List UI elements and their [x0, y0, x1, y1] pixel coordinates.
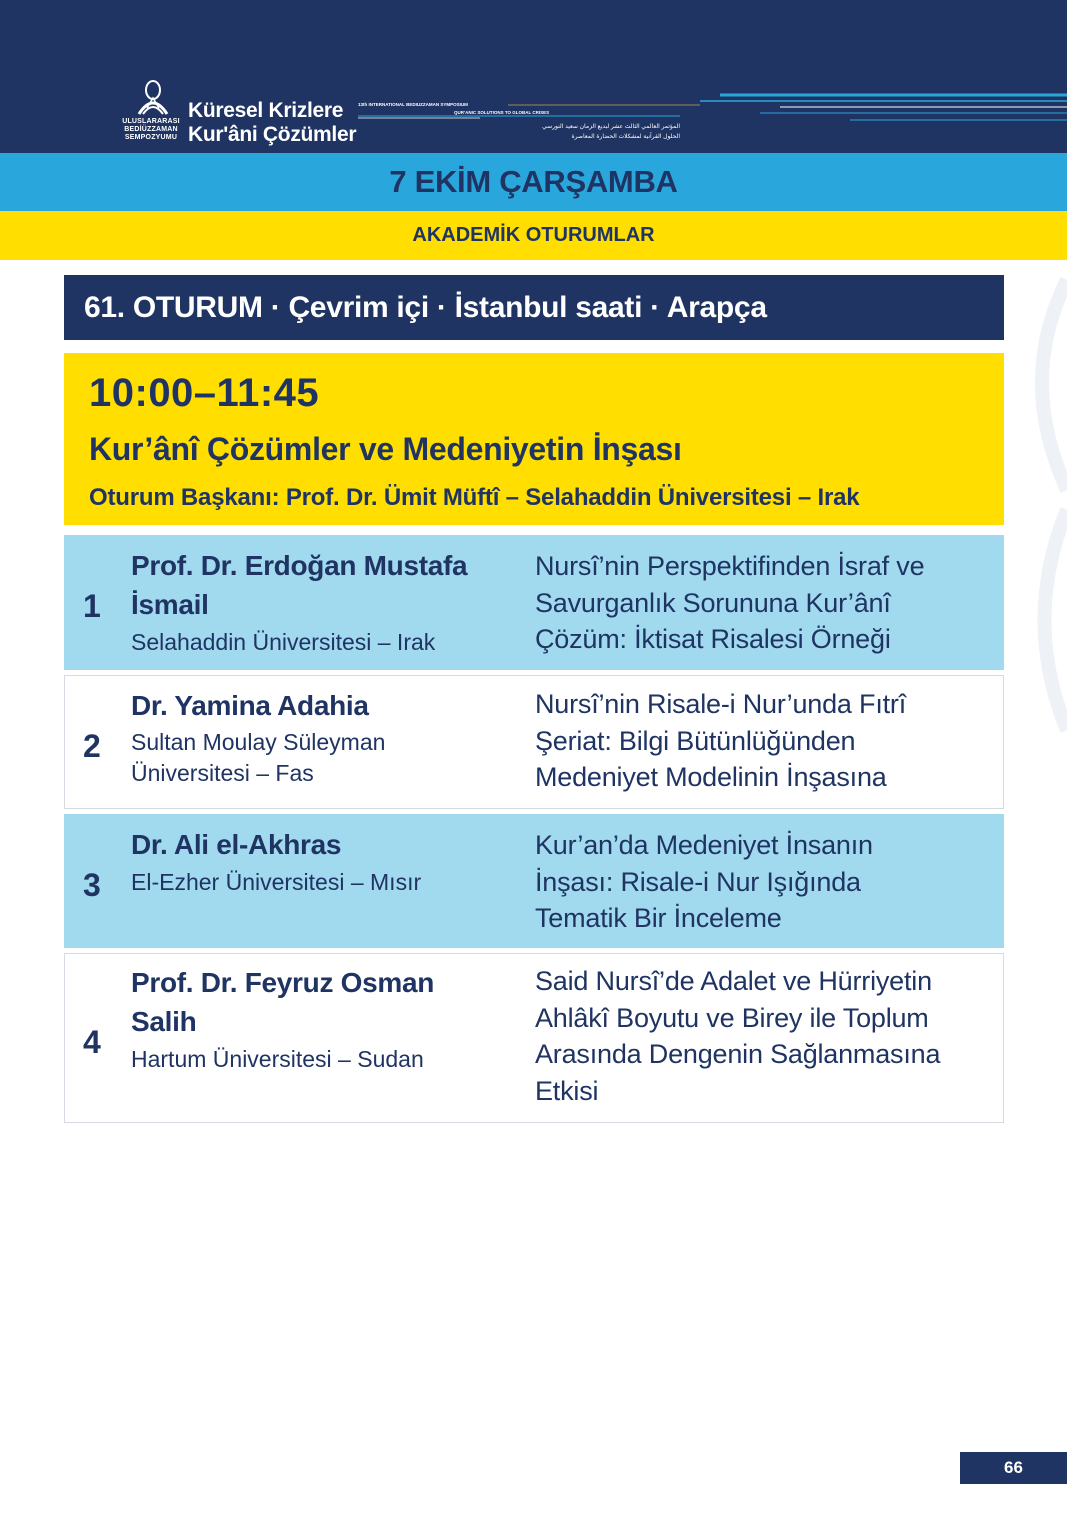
session-time: 10:00–11:45	[89, 371, 320, 415]
talk-row	[64, 953, 1004, 1123]
speaker-name: Prof. Dr. Erdoğan Mustafa İsmail	[131, 550, 468, 620]
session-title: Kur’ânî Çözümler ve Medeniyetin İnşası	[89, 431, 682, 467]
session-heading: 61. OTURUM · Çevrim içi · İstanbul saati · Arapça	[64, 275, 1004, 340]
day-banner	[0, 153, 1067, 211]
speaker-name: Dr. Yamina Adahia	[131, 690, 369, 721]
logo-subtitle: ULUSLARARASI BEDİÜZZAMAN SEMPOZYUMU	[122, 118, 180, 141]
speaker-name: Dr. Ali el-Akhras	[131, 829, 342, 860]
talk-number: 1	[83, 588, 101, 624]
talk-topic: Said Nursî’de Adalet ve Hürriyetin Ahlâkî Boyutu ve Birey ile Toplum Arasında Dengenin Sağlanmasına Etkisi	[535, 966, 941, 1106]
speaker-affiliation: El-Ezher Üniversitesi – Mısır	[131, 869, 422, 895]
side-decor-pattern	[997, 260, 1067, 820]
talk-row	[64, 535, 1004, 670]
symposium-name-ar: المؤتمر العالمي الثالث عشر لبديع الزمان سعيد النورسي الحلول القرآنية لمشكلات الحضارة المعاصرة	[542, 124, 680, 140]
session-chair: Oturum Başkanı: Prof. Dr. Ümit Müftî – Selahaddin Üniversitesi – Irak	[89, 484, 860, 511]
speaker-name: Prof. Dr. Feyruz Osman Salih	[131, 967, 435, 1037]
logo-title: Küresel Krizlere Kur'âni Çözümler	[188, 99, 357, 146]
talk-number: 2	[83, 728, 101, 764]
talk-topic: Nursî’nin Perspektifinden İsraf ve Savurganlık Sorununa Kur’ânî Çözüm: İktisat Risalesi Örneği	[535, 551, 925, 654]
symposium-theme-en: QUR'ANIC SOLUTIONS TO GLOBAL CRISES	[454, 110, 550, 115]
page-number: 66	[960, 1452, 1067, 1484]
talk-topic: Nursî’nin Risale-i Nur’unda Fıtrî Şeriat: Bilgi Bütünlüğünden Medeniyet Modelinin İnşasına	[535, 689, 907, 792]
talk-row	[64, 814, 1004, 948]
speaker-affiliation: Hartum Üniversitesi – Sudan	[131, 1046, 424, 1072]
talk-number: 4	[83, 1024, 101, 1060]
speaker-affiliation: Selahaddin Üniversitesi – Irak	[131, 629, 436, 655]
page-header	[0, 0, 1067, 153]
speaker-affiliation: Sultan Moulay Süleyman Üniversitesi – Fas	[131, 729, 386, 786]
talk-number: 3	[83, 867, 101, 903]
day-title: 7 EKİM ÇARŞAMBA	[389, 164, 678, 199]
talk-row	[64, 675, 1004, 809]
category-banner	[0, 211, 1067, 260]
category-title: AKADEMİK OTURUMLAR	[412, 224, 655, 246]
session-info	[64, 353, 1004, 525]
symposium-name-en: 13th INTERNATIONAL BEDIUZZAMAN SYMPOSIUM	[358, 102, 468, 107]
talk-topic: Kur’an’da Medeniyet İnsanın İnşası: Risale-i Nur Işığında Tematik Bir İnceleme	[535, 830, 873, 933]
